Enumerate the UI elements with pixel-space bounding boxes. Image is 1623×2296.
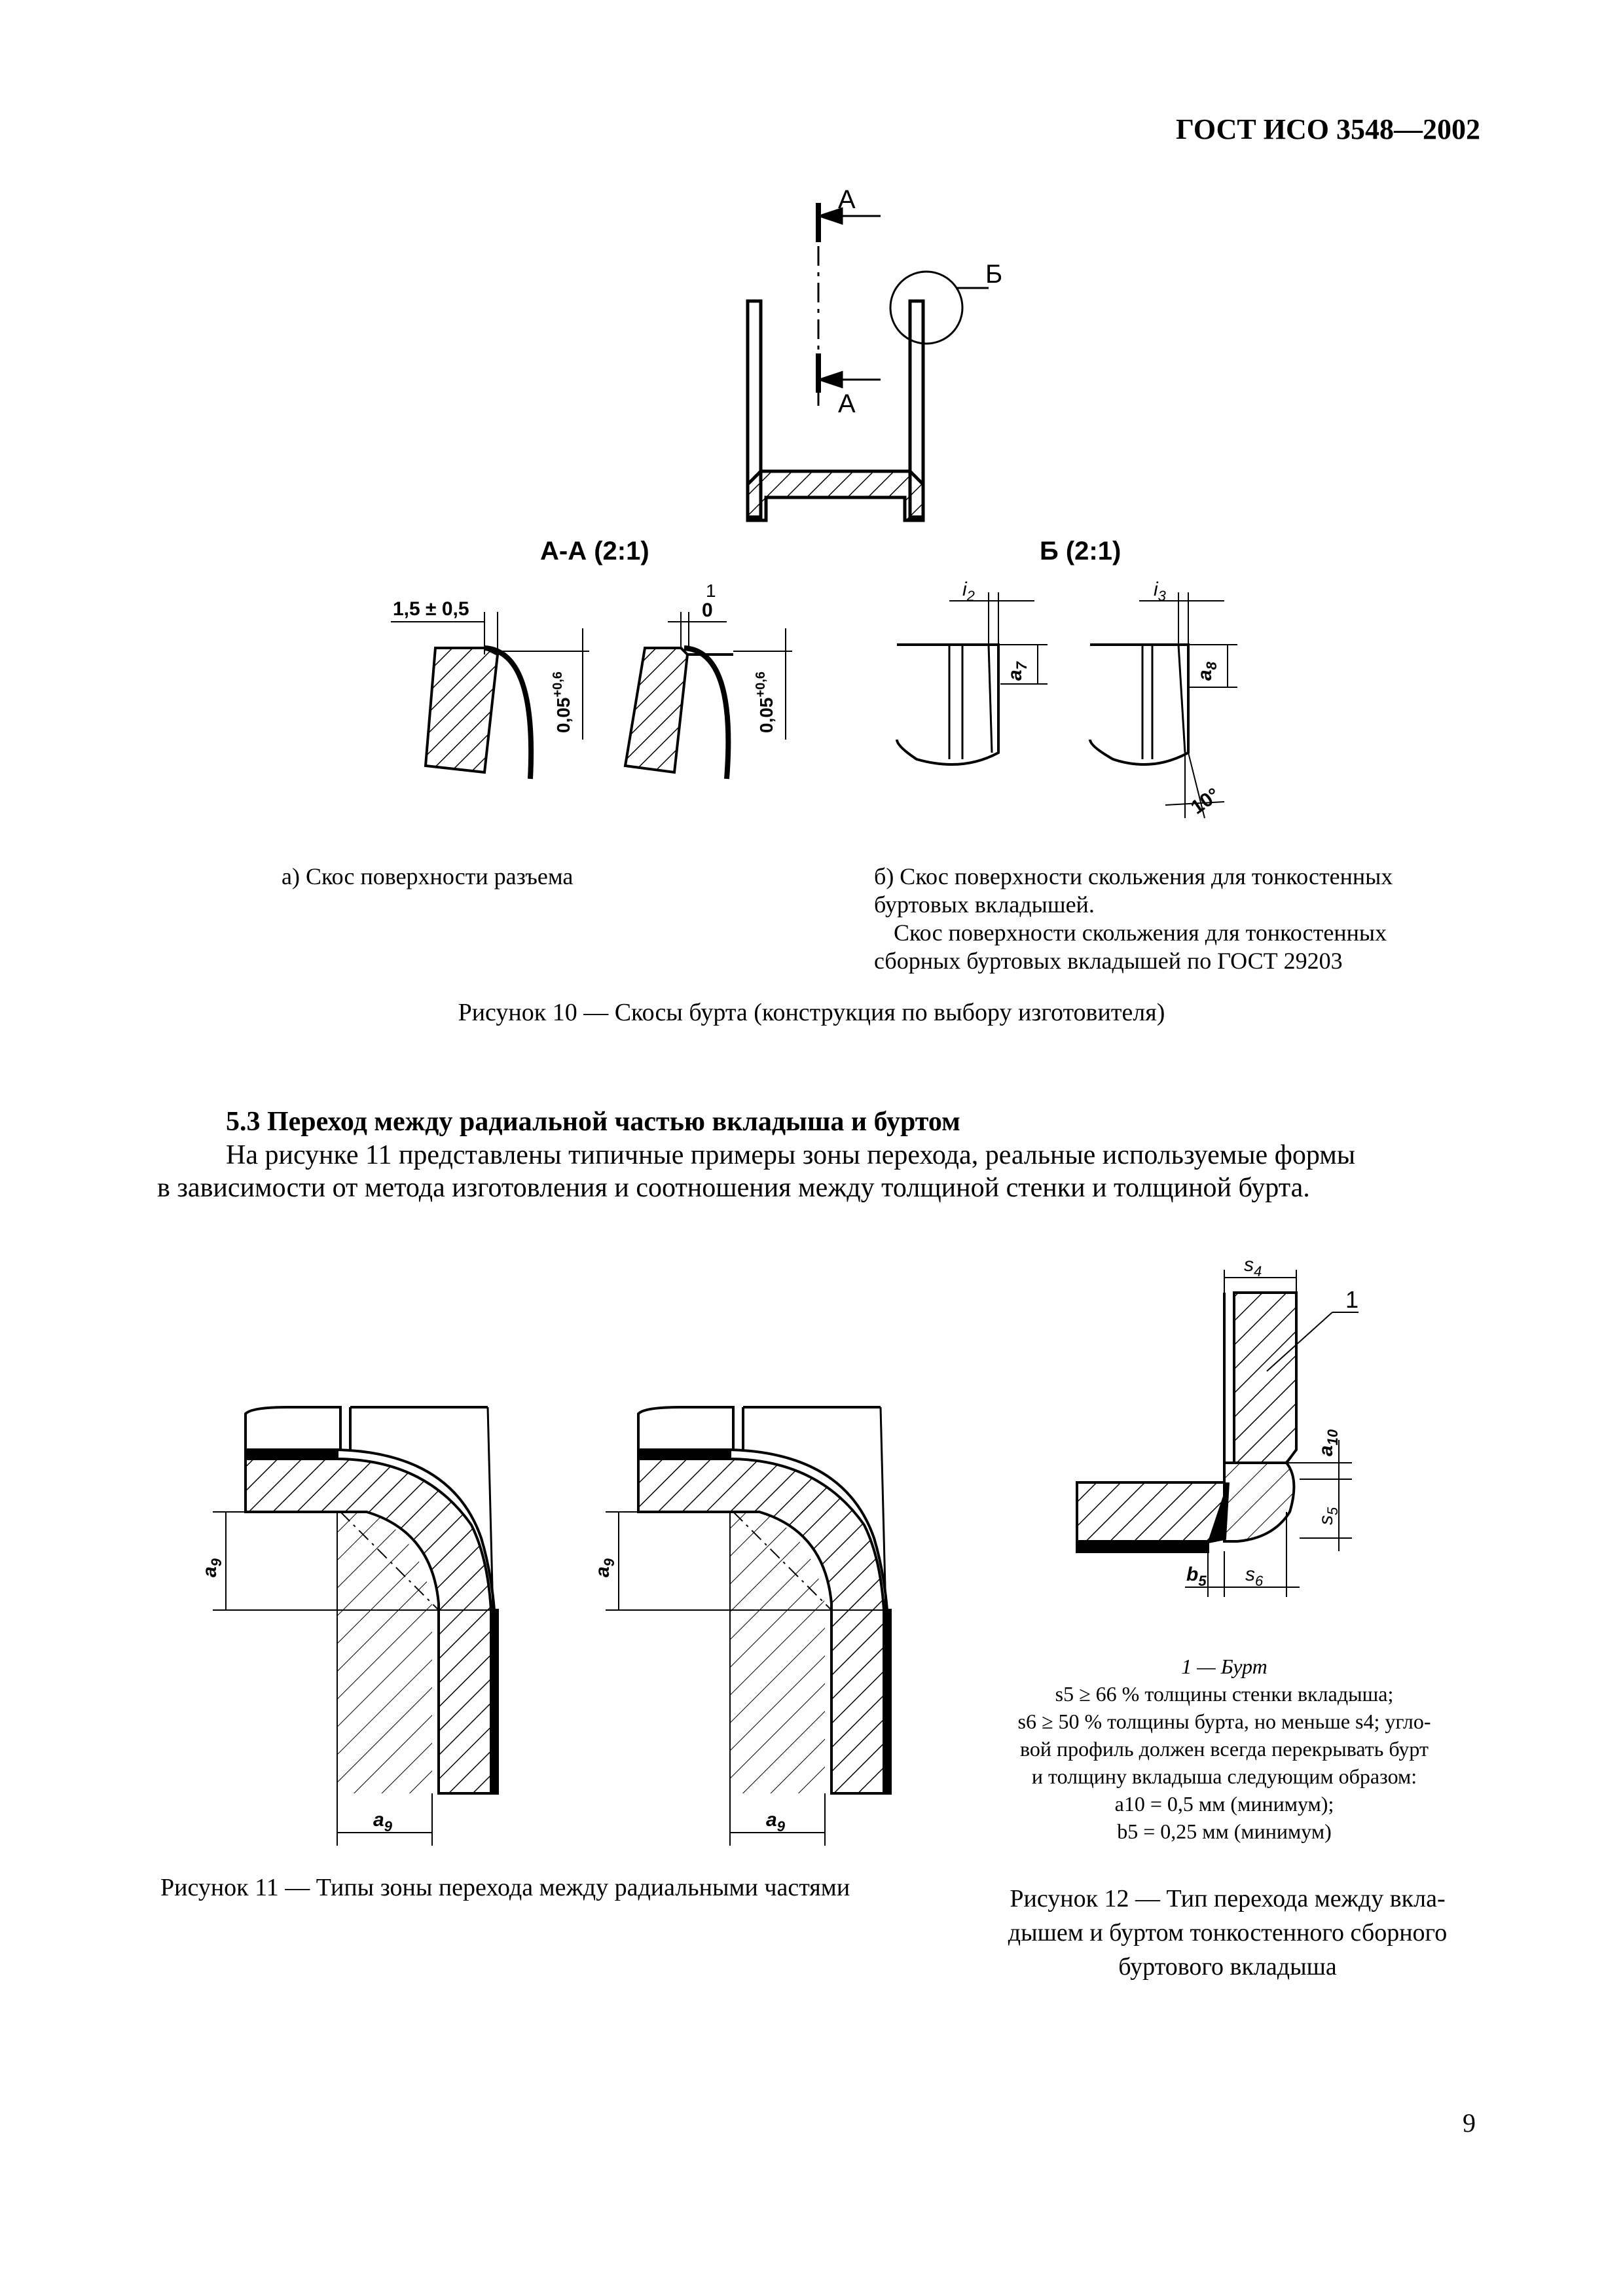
page-number: 9 bbox=[1463, 2108, 1476, 2138]
legend-line-7: b5 = 0,25 мм (минимум) bbox=[1117, 1820, 1332, 1843]
label-s5: $s_5$ bbox=[1315, 1507, 1341, 1525]
figure-11-title: Рисунок 11 — Типы зоны перехода между радиальными частями bbox=[160, 1874, 850, 1901]
legend-line-4: вой профиль должен всегда перекрывать бурт bbox=[1020, 1737, 1429, 1761]
legend-line-6: a10 = 0,5 мм (минимум); bbox=[1114, 1792, 1334, 1816]
caption-b-line-2: буртовых вкладышей. bbox=[874, 891, 1095, 918]
dim-2-bottom: 0 bbox=[702, 600, 713, 621]
view-title-aa: А-А (2:1) bbox=[540, 537, 649, 565]
label-num-1: 1 bbox=[1345, 1286, 1359, 1313]
figure-10-caption-b bbox=[874, 863, 1393, 975]
dim-tol-left: $0,05^{+0,6}$ bbox=[551, 672, 574, 733]
detail-b-right bbox=[1090, 592, 1237, 818]
document-code: ГОСТ ИСО 3548—2002 bbox=[1175, 113, 1480, 145]
paragraph-line-1: На рисунке 11 представлены типичные примеры зоны перехода, реальные используемые формы bbox=[226, 1140, 1356, 1170]
figure-12-legend bbox=[962, 1653, 1486, 1845]
detail-label-b: Б bbox=[985, 260, 1003, 289]
legend-line-1: 1 — Бурт bbox=[1181, 1655, 1267, 1678]
section-label-a-top: А bbox=[838, 185, 856, 214]
label-a9-left-v: $a_9$ bbox=[199, 1558, 225, 1577]
label-a9-right-v: $a_9$ bbox=[592, 1558, 617, 1577]
caption-b-line-3: Скос поверхности скольжения для тонкостенных bbox=[894, 920, 1387, 946]
label-a9-right-h: $a_9$ bbox=[766, 1809, 785, 1835]
dim-1-5: 1,5 ± 0,5 bbox=[393, 598, 469, 620]
legend-line-3: s6 ≥ 50 % толщины бурта, но меньше s4; угло- bbox=[1017, 1710, 1431, 1733]
figure-11-12-drawing bbox=[0, 1230, 1623, 1964]
caption-b-line-4: сборных буртовых вкладышей по ГОСТ 29203 bbox=[874, 948, 1343, 974]
label-a9-left-h: $a_9$ bbox=[373, 1809, 392, 1835]
figure-10-caption-a: а) Скос поверхности разъема bbox=[282, 863, 574, 889]
dim-2-top: 1 bbox=[706, 581, 716, 601]
bushing-front-view bbox=[748, 203, 989, 520]
figure-10-title: Рисунок 10 — Скосы бурта (конструкция по выбору изготовителя) bbox=[458, 999, 1165, 1026]
figure-12-title-line-1: Рисунок 12 — Тип перехода между вкла- bbox=[1010, 1885, 1446, 1912]
label-a7: $a_7$ bbox=[1004, 662, 1030, 681]
figure-12-title-line-3: буртового вкладыша bbox=[1118, 1953, 1337, 1981]
label-s6: $s_6$ bbox=[1245, 1564, 1264, 1589]
section-heading: 5.3 Переход между радиальной частью вкладыша и буртом bbox=[226, 1107, 960, 1137]
legend-line-2: s5 ≥ 66 % толщины стенки вкладыша; bbox=[1055, 1682, 1394, 1706]
label-i3: $i_3$ bbox=[1154, 579, 1166, 604]
figure-12-title-line-2: дышем и буртом тонкостенного сборного bbox=[1008, 1919, 1448, 1946]
label-a8: $a_8$ bbox=[1194, 662, 1220, 681]
dim-tol-right: $0,05^{+0,6}$ bbox=[754, 672, 776, 733]
legend-line-5: и толщину вкладыша следующим образом: bbox=[1031, 1765, 1417, 1788]
caption-b-line-1: б) Скос поверхности скольжения для тонкостенных bbox=[874, 863, 1393, 889]
figure-11-right-profile bbox=[606, 1407, 890, 1846]
figure-11-left-profile bbox=[213, 1407, 498, 1846]
label-s4: $s_4$ bbox=[1244, 1254, 1262, 1280]
section-paragraph bbox=[157, 1139, 1480, 1204]
paragraph-line-2: в зависимости от метода изготовления и соотношения между толщиной стенки и толщиной бурта. bbox=[157, 1173, 1310, 1203]
label-i2: $i_2$ bbox=[962, 579, 975, 604]
figure-12-profile bbox=[1077, 1270, 1359, 1597]
section-label-a-bottom: А bbox=[838, 389, 856, 418]
label-b5: $b_5$ bbox=[1186, 1564, 1207, 1589]
label-a10: $a_{10}$ bbox=[1315, 1429, 1341, 1456]
view-title-b: Б (2:1) bbox=[1040, 537, 1122, 565]
label-angle: 10° bbox=[1187, 783, 1224, 819]
figure-12-title bbox=[969, 1882, 1486, 1984]
